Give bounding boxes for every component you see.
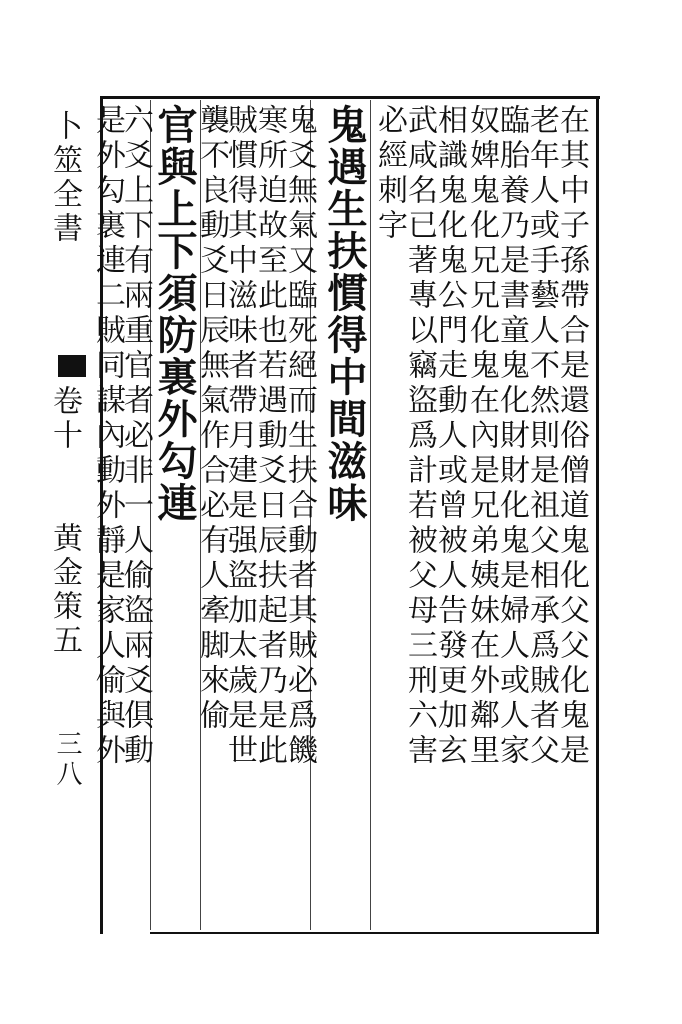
margin-column [47,110,86,246]
text-column-1: 在其中子孫帶合是還俗僧道鬼化父父化鬼是 [554,104,589,769]
text-column-11: 襲不良動爻日辰無氣作合必有人牽脚來偷 [194,104,229,734]
section-label: 黄金策五 [47,522,82,658]
heading-column-2: 官與上下須防裏外勾連 [151,104,198,524]
fold-number: 三八 [52,730,82,790]
text-column-5: 相識鬼化鬼公門走動人或曾被人告發更加玄 [432,104,467,769]
text-column-4: 奴婢鬼化兄兄化鬼在內是兄弟姨妹在外鄰里 [464,104,499,769]
text-column-2: 老年人或手藝人不然則是祖父相承爲賊者父 [524,104,559,769]
volume-label: 卷十 [47,385,82,453]
text-column-6: 武咸名已著專以竊盜爲計若被父母三刑六害 [402,104,437,769]
book-title: 卜筮全書 [47,110,82,246]
text-column-12: 六爻上下有兩重官者必非一人偷盜兩爻俱動 [118,104,153,769]
margin-column-fold [50,730,86,790]
text-column-10: 賊慣得其中滋味者帶月建是强盜加太歲是世 [222,104,257,769]
text-column-3: 臨胎養乃是書童鬼化財財化鬼是婦人或人家 [494,104,529,769]
fishtail-mark [58,355,86,377]
top-border [102,96,600,99]
right-border [596,96,599,934]
margin-column-lower [47,385,86,658]
heading-column-1: 鬼遇生扶慣得中間滋味 [321,104,368,524]
text-column-8: 鬼爻無氣又臨死絕而生扶合動者其賊必爲饑 [282,104,317,769]
text-column-7: 必經刺字 [372,104,407,244]
text-column-13: 是外勾裏連二賊同謀內動外靜是家人偷與外 [90,104,125,769]
text-column-9: 寒所迫故至此也若遇動爻日辰扶起者乃是此 [252,104,287,769]
